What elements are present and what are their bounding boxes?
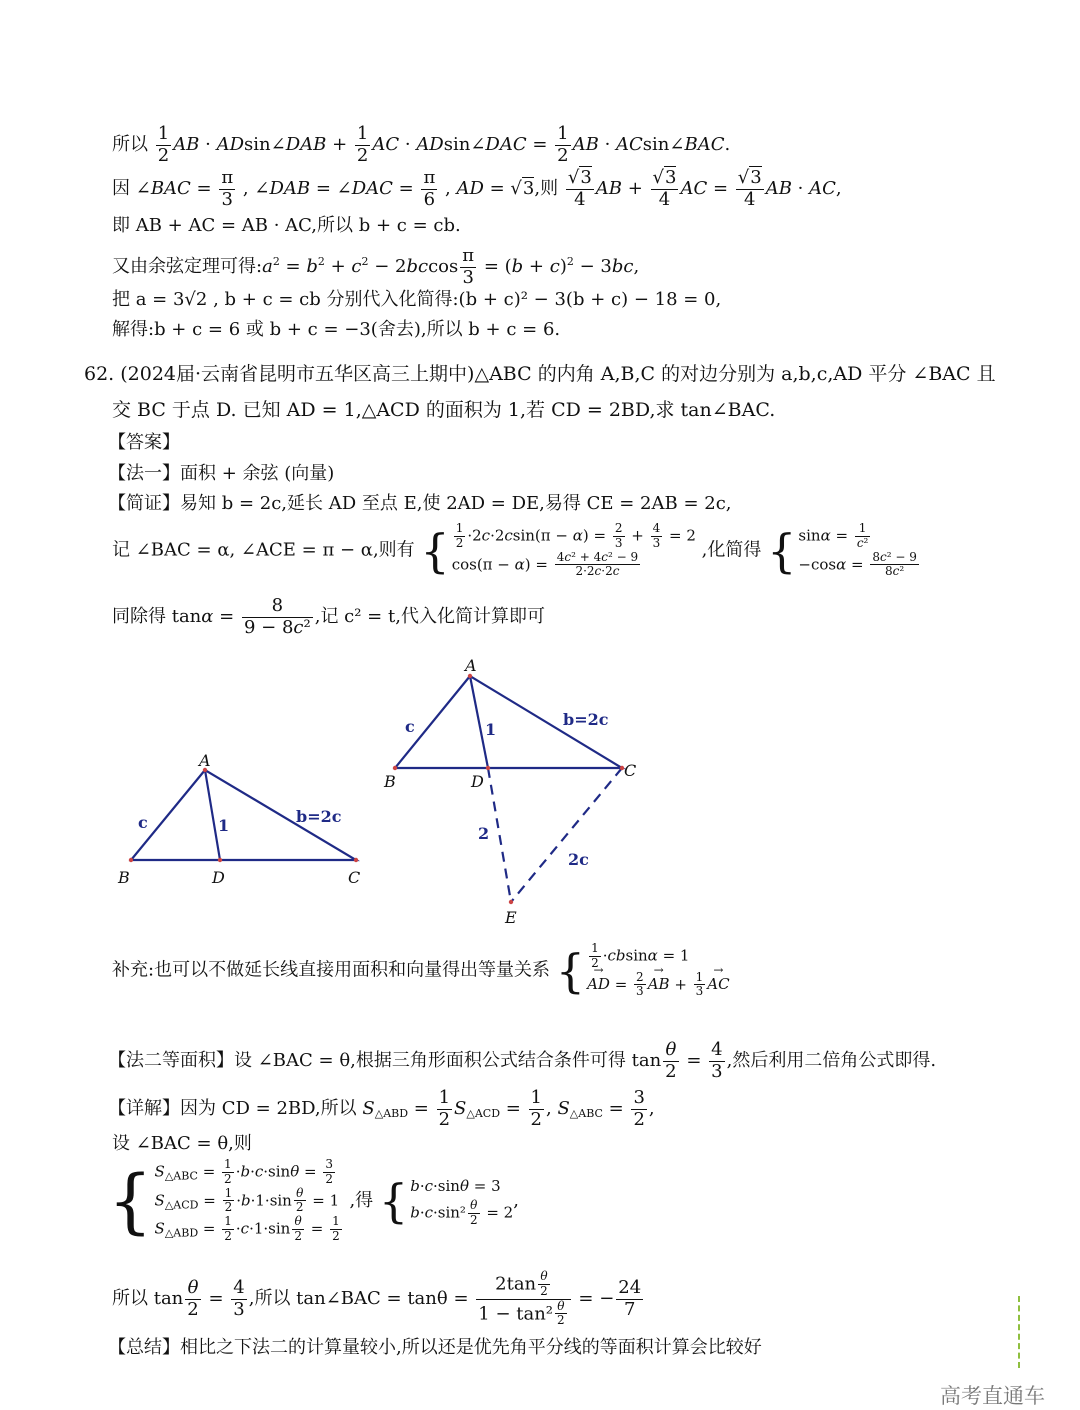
method-2-conclusion: 所以 tan $\frac{\theta}{2}$ = $\frac{4}{3}$ ,所以 tan∠BAC = tanθ = 2tan $\frac{\theta}{2}$ 1 − tan² $\frac{\theta}{2}$ = − $\frac{24}{7}$ xyxy=(112,1269,642,1328)
label-d-right: D xyxy=(471,772,484,791)
label-e: E xyxy=(505,908,517,927)
label-b-right: B xyxy=(384,772,396,791)
label-side-1-left: 1 xyxy=(218,816,230,835)
method-1-proof: 【简证】易知 b = 2c,延长 AD 至点 E,使 2AD = DE,易得 CE = 2AB = 2c, xyxy=(108,493,732,514)
watermark-rule xyxy=(1018,1296,1020,1368)
label-side-2c: 2c xyxy=(568,850,589,869)
method-2-title: 【法二等面积】设 ∠BAC = θ,根据三角形面积公式结合条件可得 tan $\frac{\theta}{2}$ = $\frac{4}{3}$ ,然后利用二倍角公式即得. xyxy=(108,1039,937,1082)
label-side-c-right: c xyxy=(405,717,415,736)
label-c-left: C xyxy=(348,868,361,887)
method-2-set: 设 ∠BAC = θ,则 xyxy=(112,1133,252,1154)
solution-line-1: 所以 $\frac{1}{2}$ AB · ADsin∠DAB + $\frac{1}{2}$ AC · ADsin∠DAC = $\frac{1}{2}$ AB · ACsin∠BAC. xyxy=(112,123,731,166)
label-side-b-right: b=2c xyxy=(563,710,609,729)
answer-label: 【答案】 xyxy=(108,432,180,453)
method-2-summary: 【总结】相比之下法二的计算量较小,所以还是优先角平分线的等面积计算会比较好 xyxy=(108,1337,762,1358)
method-2-detail: 【详解】因为 CD = 2BD,所以 $S_{\triangle ABD}$ = $\frac{1}{2}$ $S_{\triangle ACD}$ = $\frac{1}{2}$ , $S_{\triangle ABC}$ = $\frac{3}{2}$ , xyxy=(108,1087,655,1130)
vertex-dots xyxy=(129,674,624,904)
problem-62-line-2: 交 BC 于点 D. 已知 AD = 1,△ACD 的面积为 1,若 CD = 2BD,求 tan∠BAC. xyxy=(112,399,776,421)
method-1-title: 【法一】面积 + 余弦 (向量) xyxy=(108,463,335,484)
solution-line-5: 把 a = 3√2 , b + c = cb 分别代入化简得:(b + c)² − 3(b + c) − 18 = 0, xyxy=(112,289,722,310)
label-a-left: A xyxy=(199,751,211,770)
method-1-result: 同除得 tanα = $\frac{8}{\text{9 − 8c²}}$ ,记 c² = t,代入化简计算即可 xyxy=(112,595,545,638)
label-side-2: 2 xyxy=(478,824,490,843)
label-side-b-left: b=2c xyxy=(296,807,342,826)
label-c-right: C xyxy=(624,761,637,780)
label-d-left: D xyxy=(212,868,225,887)
method-1-system: 记 ∠BAC = α, ∠ACE = π − α,则有 { $\frac{1}{2}$ ·2c·2csin(π − α) = $\frac{2}{3}$ + $\frac{4}{3}$ = 2 cos(π − α) = $\frac{\text{4c² + 4c² − 9}}{2\cdot 2c\cdot 2c}$ ,化简得 {sinα = $\frac{1}{\text{c²}}$ −cosα = $\frac{\text{8c² − 9}}{\text{8c²}}$ xyxy=(112,521,917,579)
label-side-1-right: 1 xyxy=(485,720,497,739)
solution-line-3: 即 AB + AC = AB · AC,所以 b + c = cb. xyxy=(112,215,461,236)
label-a-right: A xyxy=(465,656,477,675)
triangle-figures xyxy=(100,650,660,940)
solution-line-2: 因 ∠BAC = $\frac{\pi}{3}$ , ∠DAB = ∠DAC = $\frac{\pi}{6}$ , AD = √3,则 $\frac{√3}{4}$ AB + $\frac{√3}{4}$ AC = $\frac{√3}{4}$ AB · AC, xyxy=(112,167,842,210)
segment-de-dashed xyxy=(488,768,511,902)
segment-ce-dashed xyxy=(511,768,622,902)
label-side-c-left: c xyxy=(138,813,148,832)
solution-line-4: 又由余弦定理可得$:a^2 = b^2 + c^2 - 2bccos$ $\frac{\pi}{3}$ = $(b + c)^2 - 3bc$, xyxy=(112,245,640,288)
method-1-supplement: 补充:也可以不做延长线直接用面积和向量得出等量关系 { $\frac{1}{2}$ ·cbsinα = 1 → AD = $\frac{2}{3}$ → AB + $\frac{1}{3}$ → AC xyxy=(112,942,730,999)
method-2-system: { $S_{\triangle ABC}$ = $\frac{1}{2}$ ·b·c·sinθ = $\frac{3}{2}$ $S_{\triangle ACD}$ = $\frac{1}{2}$ ·b·1·sin $\frac{\theta}{2}$ = 1 $S_{\triangle ABD}$ = $\frac{1}{2}$ ·c·1·sin $\frac{\theta}{2}$ = $\frac{1}{2}$ ,得 { b·c·sinθ = 3 b·c·sin² $\frac{\theta}{2}$ = 2, xyxy=(108,1157,519,1243)
watermark-text: 高考直通车 xyxy=(940,1385,1045,1408)
segment-ad-left xyxy=(205,770,220,860)
problem-62-line-1: 62. (2024届·云南省昆明市五华区高三上期中)△ABC 的内角 A,B,C 的对边分别为 a,b,c,AD 平分 ∠BAC 且 xyxy=(84,363,996,385)
solution-line-6: 解得:b + c = 6 或 b + c = −3(舍去),所以 b + c = 6. xyxy=(112,319,561,340)
label-b-left: B xyxy=(118,868,130,887)
